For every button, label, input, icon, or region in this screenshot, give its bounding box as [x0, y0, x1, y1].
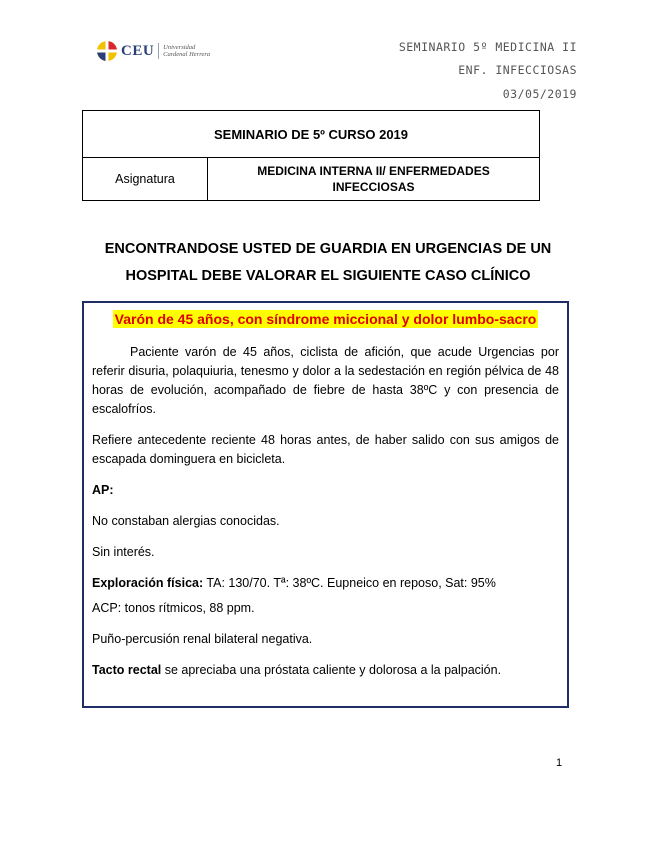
case-paragraph-presentation: Paciente varón de 45 años, ciclista de afición, que acude Urgencias por referir disuria, polaquiuria, tenesmo y dolor a la sedestación en región pélvica de 48 horas de evolución, acompañado de fiebre de hasta 38ºC y con presencia de escalofríos. — [92, 345, 559, 416]
ap-label-text: AP: — [92, 483, 114, 497]
seminar-title: SEMINARIO DE 5º CURSO 2019 — [83, 111, 540, 158]
page-number: 1 — [556, 757, 563, 769]
exploration-label: Exploración física: — [92, 576, 204, 590]
ceu-logo — [96, 40, 226, 62]
clinical-case-box — [82, 301, 569, 708]
logo-divider — [158, 43, 159, 59]
ceu-emblem-icon — [96, 40, 118, 62]
seminar-table — [82, 110, 540, 201]
case-body — [92, 343, 559, 692]
case-title — [84, 311, 567, 329]
logo-university — [163, 44, 210, 58]
exploration-text: TA: 130/70. Tª: 38ºC. Eupneico en reposo, Sat: 95% — [203, 576, 496, 590]
case-heading-line1: ENCONTRANDOSE USTED DE GUARDIA EN URGENCIAS DE UN — [104, 241, 552, 257]
renal-text: Puño-percusión renal bilateral negativa. — [92, 632, 313, 646]
logo-brand: CEU — [121, 42, 155, 59]
header-seminar: SEMINARIO 5º MEDICINA II — [398, 40, 577, 54]
allergies-text: No constaban alergias conocidas. — [92, 514, 280, 528]
header-subject: ENF. INFECCIOSAS — [458, 63, 577, 77]
subject-label: Asignatura — [83, 158, 208, 201]
subject-value — [208, 158, 540, 201]
acp-text: ACP: tonos rítmicos, 88 ppm. — [92, 601, 255, 615]
case-heading — [82, 236, 574, 290]
rectal-text: se apreciaba una próstata caliente y dolorosa a la palpación. — [161, 663, 502, 677]
logo-university-line2: Cardenal Herrera — [163, 51, 211, 58]
case-paragraph-history: Refiere antecedente reciente 48 horas antes, de haber salido con sus amigos de escapada dominguera en bicicleta. — [92, 433, 559, 466]
logo-university-line1: Universidad — [163, 44, 196, 51]
ap-label — [92, 481, 559, 500]
interest-text: Sin interés. — [92, 545, 155, 559]
case-title-text: Varón de 45 años, con síndrome miccional y dolor lumbo-sacro — [114, 311, 537, 327]
exploration-line — [92, 574, 559, 593]
case-heading-line2: HOSPITAL DEBE VALORAR EL SIGUIENTE CASO CLÍNICO — [125, 268, 531, 284]
subject-value-line1: MEDICINA INTERNA II/ ENFERMEDADES — [257, 164, 490, 178]
subject-value-line2: INFECCIOSAS — [332, 180, 415, 194]
rectal-label: Tacto rectal — [92, 663, 162, 677]
header-date: 03/05/2019 — [502, 87, 577, 101]
rectal-line — [92, 661, 559, 680]
